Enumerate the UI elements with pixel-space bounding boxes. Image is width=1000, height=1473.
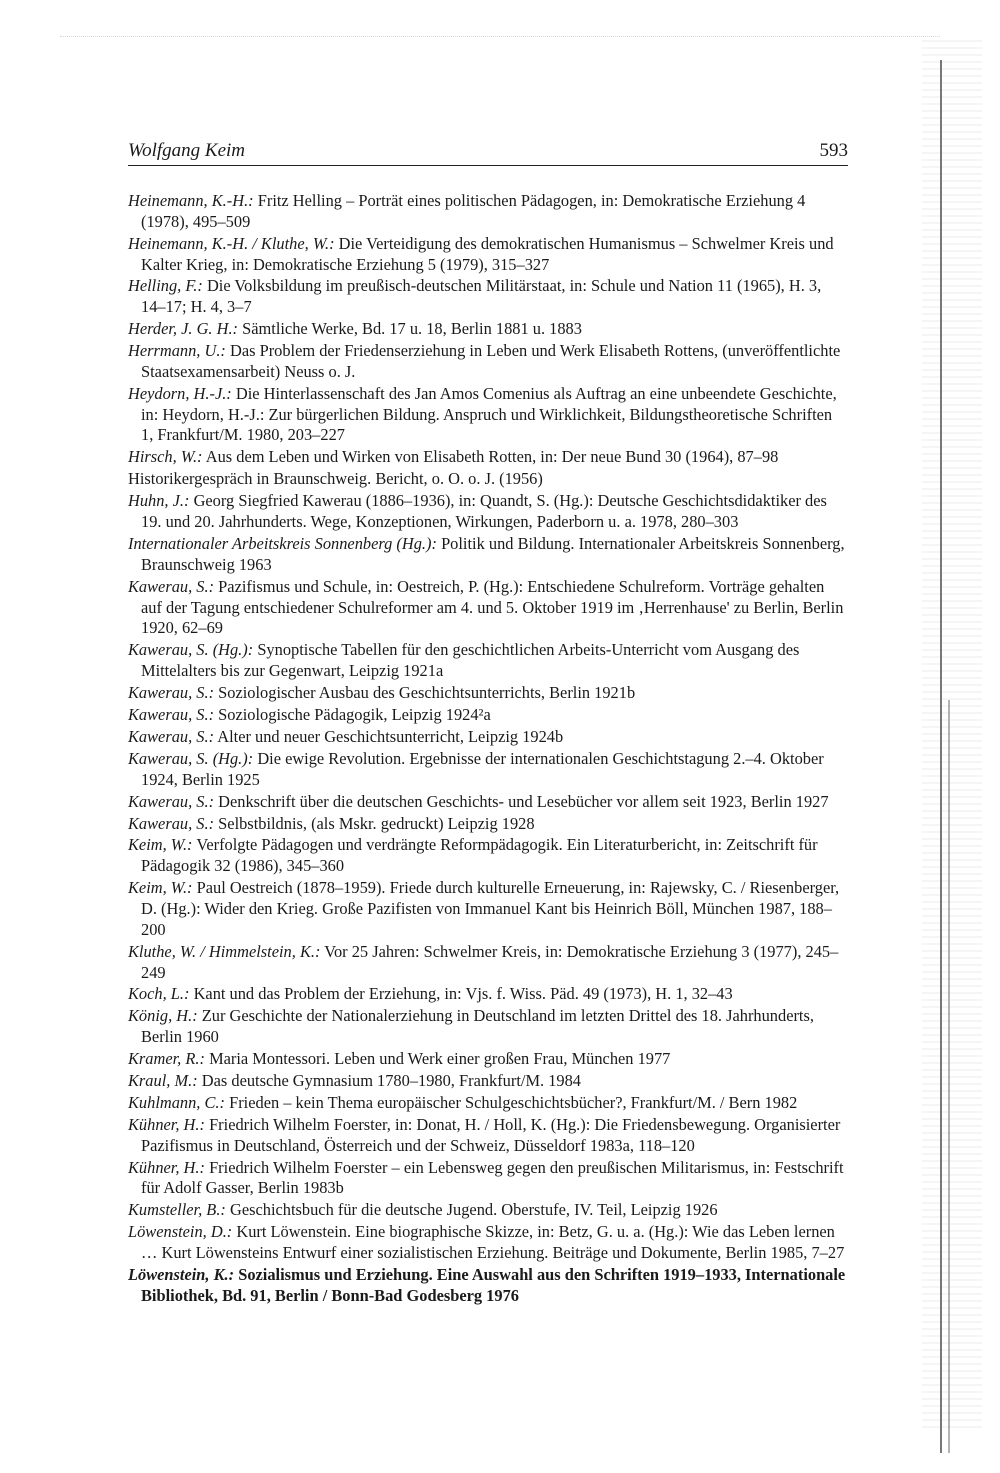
- scan-edge-shadow: [922, 40, 982, 1433]
- entry-author: Kramer, R.:: [128, 1049, 205, 1069]
- entry-text: Die ewige Revolution. Ergebnisse der internationalen Geschichtstagung 2.–4. Oktober 1924, Berlin 1925: [141, 748, 824, 789]
- bibliography-entry: [128, 814, 848, 835]
- entry-text: Die Volksbildung im preußisch-deutschen Militärstaat, in: Schule und Nation 11 (1965), H. 3, 14–17; H. 4, 3–7: [141, 276, 822, 317]
- bibliography-entry: [128, 491, 848, 533]
- running-head-author: Wolfgang Keim: [128, 140, 245, 161]
- bibliography-entry: [128, 1158, 848, 1200]
- entry-author: Herrmann, U.:: [128, 341, 226, 361]
- bibliography-entry: [128, 234, 848, 276]
- bibliography-entry: [128, 705, 848, 726]
- entry-author: Kawerau, S. (Hg.):: [128, 640, 254, 660]
- bibliography-entry: [128, 640, 848, 682]
- bibliography-entry: [128, 1200, 848, 1221]
- entry-text: Kant und das Problem der Erziehung, in: Vjs. f. Wiss. Päd. 49 (1973), H. 1, 32–43: [193, 984, 733, 1004]
- bibliography-entry: [128, 1071, 848, 1092]
- entry-text: Das Problem der Friedenserziehung in Leben und Werk Elisabeth Rottens, (unveröffentlichte Staatsexamensarbeit) Neuss o. J.: [141, 341, 841, 381]
- entry-text: Soziologischer Ausbau des Geschichtsunterrichts, Berlin 1921b: [218, 683, 636, 703]
- entry-text: Synoptische Tabellen für den geschichtlichen Arbeits-Unterricht vom Ausgang des Mittelalters bis zur Gegenwart, Leipzig 1921a: [141, 640, 800, 681]
- entry-author: Kawerau, S.:: [128, 683, 215, 703]
- entry-text: Das deutsche Gymnasium 1780–1980, Frankfurt/M. 1984: [201, 1071, 581, 1091]
- entry-author: Koch, L.:: [128, 984, 190, 1004]
- running-head: [128, 140, 848, 166]
- entry-text: Sämtliche Werke, Bd. 17 u. 18, Berlin 1881 u. 1883: [242, 319, 582, 339]
- entry-author: Kraul, M.:: [128, 1071, 198, 1091]
- entry-author: Kawerau, S.:: [128, 576, 215, 596]
- bibliography-entry: [128, 1093, 848, 1114]
- bibliography-entry: [128, 1006, 848, 1048]
- entry-text: Friedrich Wilhelm Foerster – ein Lebensweg gegen den preußischen Militarismus, in: Festschrift für Adolf Gasser, Berlin 1983b: [141, 1157, 844, 1198]
- entry-text: Fritz Helling – Porträt eines politischen Pädagogen, in: Demokratische Erziehung 4 (1978), 495–509: [141, 191, 806, 231]
- entry-author: Kuhlmann, C.:: [128, 1092, 225, 1112]
- bibliography-entry: [128, 384, 848, 446]
- entry-text: Die Hinterlassenschaft des Jan Amos Comenius als Auftrag an eine unbeendete Geschichte, in: Heydorn, H.-J.: Zur bürgerlichen Bildung. Anspruch und Wirklichkeit, Bildungstheoretische Schriften 1, Frankfurt/M. 1980, 203–227: [141, 383, 837, 445]
- entry-author: Heinemann, K.-H.:: [128, 191, 254, 210]
- bibliography-list: [128, 191, 848, 1307]
- entry-author: Huhn, J.:: [128, 491, 190, 511]
- bibliography-entry: [128, 984, 848, 1005]
- entry-author: Keim, W.:: [128, 878, 193, 898]
- bibliography-entry: [128, 191, 848, 233]
- entry-author: Herder, J. G. H.:: [128, 319, 239, 339]
- entry-text: Verfolgte Pädagogen und verdrängte Reformpädagogik. Ein Literaturbericht, in: Zeitschrift für Pädagogik 32 (1986), 345–360: [141, 835, 818, 876]
- entry-author: Kühner, H.:: [128, 1114, 205, 1134]
- entry-text: Denkschrift über die deutschen Geschichts- und Lesebücher vor allem seit 1923, Berlin 1927: [218, 791, 829, 811]
- scan-edge-line-secondary: [948, 700, 950, 1453]
- entry-text: Vor 25 Jahren: Schwelmer Kreis, in: Demokratische Erziehung 3 (1977), 245–249: [141, 941, 839, 982]
- entry-author: Kluthe, W. / Himmelstein, K.:: [128, 941, 321, 961]
- entry-author: Helling, F.:: [128, 276, 203, 296]
- entry-author: Kawerau, S.:: [128, 813, 215, 833]
- bibliography-entry: [128, 534, 848, 576]
- entry-text: Maria Montessori. Leben und Werk einer großen Frau, München 1977: [209, 1049, 671, 1069]
- page-number: 593: [819, 140, 848, 161]
- entry-text: Zur Geschichte der Nationalerziehung in Deutschland im letzten Drittel des 18. Jahrhunderts, Berlin 1960: [141, 1006, 814, 1047]
- entry-author: König, H.:: [128, 1006, 198, 1026]
- bibliography-entry: [128, 1049, 848, 1070]
- bibliography-entry: [128, 835, 848, 877]
- entry-author: Internationaler Arbeitskreis Sonnenberg (Hg.):: [128, 534, 437, 554]
- entry-text: Friedrich Wilhelm Foerster, in: Donat, H. / Holl, K. (Hg.): Die Friedensbewegung. Organisierter Pazifismus in Deutschland, Österreich und der Schweiz, Düsseldorf 1983a, 118–120: [141, 1114, 841, 1155]
- entry-text: Politik und Bildung. Internationaler Arbeitskreis Sonnenberg, Braunschweig 1963: [141, 534, 845, 574]
- entry-author: Kawerau, S. (Hg.):: [128, 748, 254, 768]
- entry-author: Keim, W.:: [128, 835, 193, 855]
- entry-text: Soziologische Pädagogik, Leipzig 1924²a: [218, 704, 491, 724]
- entry-text: Geschichtsbuch für die deutsche Jugend. Oberstufe, IV. Teil, Leipzig 1926: [230, 1200, 718, 1220]
- entry-text: Selbstbildnis, (als Mskr. gedruckt) Leipzig 1928: [218, 813, 535, 833]
- entry-author: Löwenstein, K.:: [128, 1265, 235, 1285]
- entry-author: Heinemann, K.-H. / Kluthe, W.:: [128, 233, 335, 253]
- bibliography-entry: [128, 447, 848, 468]
- entry-author: Kumsteller, B.:: [128, 1200, 226, 1220]
- bibliography-entry: [128, 1115, 848, 1157]
- page: [128, 140, 848, 1308]
- entry-author: Kühner, H.:: [128, 1157, 205, 1177]
- bibliography-entry: [128, 469, 848, 490]
- entry-author: Kawerau, S.:: [128, 791, 215, 811]
- bibliography-entry: [128, 276, 848, 318]
- bibliography-entry: [128, 727, 848, 748]
- bibliography-entry: [128, 683, 848, 704]
- scan-artifact-top: [60, 36, 940, 38]
- bibliography-entry: [128, 878, 848, 940]
- bibliography-entry: [128, 1265, 848, 1307]
- bibliography-entry: [128, 341, 848, 383]
- entry-text: Paul Oestreich (1878–1959). Friede durch kulturelle Erneuerung, in: Rajewsky, C. / Riesenberger, D. (Hg.): Wider den Krieg. Große Pazifisten von Immanuel Kant bis Heinrich Böll, München 1987, 188–200: [141, 878, 840, 939]
- entry-author: Löwenstein, D.:: [128, 1222, 233, 1242]
- entry-author: Heydorn, H.-J.:: [128, 383, 232, 403]
- bibliography-entry: [128, 577, 848, 639]
- scan-edge-line: [940, 60, 942, 1453]
- entry-text: Georg Siegfried Kawerau (1886–1936), in: Quandt, S. (Hg.): Deutsche Geschichtsdidaktiker des 19. und 20. Jahrhunderts. Wege, Konzeptionen, Wirkungen, Paderborn u. a. 1978, 280–303: [141, 491, 827, 532]
- entry-text: Historikergespräch in Braunschweig. Bericht, o. O. o. J. (1956): [128, 469, 543, 489]
- entry-text: Pazifismus und Schule, in: Oestreich, P. (Hg.): Entschiedene Schulreform. Vorträge gehalten auf der Tagung entschiedener Schulreformer am 4. und 5. Oktober 1919 im ‚Herrenhause' zu Berlin, Berlin 1920, 62–69: [141, 576, 844, 638]
- entry-text: Alter und neuer Geschichtsunterricht, Leipzig 1924b: [217, 726, 564, 746]
- entry-text: Die Verteidigung des demokratischen Humanismus – Schwelmer Kreis und Kalter Krieg, in: Demokratische Erziehung 5 (1979), 315–327: [141, 233, 834, 274]
- entry-text: Aus dem Leben und Wirken von Elisabeth Rotten, in: Der neue Bund 30 (1964), 87–98: [205, 447, 779, 467]
- entry-author: Kawerau, S.:: [128, 726, 215, 746]
- entry-author: Kawerau, S.:: [128, 704, 215, 724]
- entry-text: Frieden – kein Thema europäischer Schulgeschichtsbücher?, Frankfurt/M. / Bern 1982: [229, 1092, 798, 1112]
- bibliography-entry: [128, 749, 848, 791]
- entry-author: Hirsch, W.:: [128, 447, 203, 467]
- bibliography-entry: [128, 792, 848, 813]
- entry-text: Kurt Löwenstein. Eine biographische Skizze, in: Betz, G. u. a. (Hg.): Wie das Leben lernen … Kurt Löwensteins Entwurf einer sozialistischen Erziehung. Beiträge und Dokumente, Berlin 1985, 7–27: [141, 1222, 845, 1263]
- bibliography-entry: [128, 319, 848, 340]
- bibliography-entry: [128, 942, 848, 984]
- entry-text: Sozialismus und Erziehung. Eine Auswahl aus den Schriften 1919–1933, Internationale Bibliothek, Bd. 91, Berlin / Bonn-Bad Godesberg 1976: [141, 1265, 846, 1305]
- bibliography-entry: [128, 1222, 848, 1264]
